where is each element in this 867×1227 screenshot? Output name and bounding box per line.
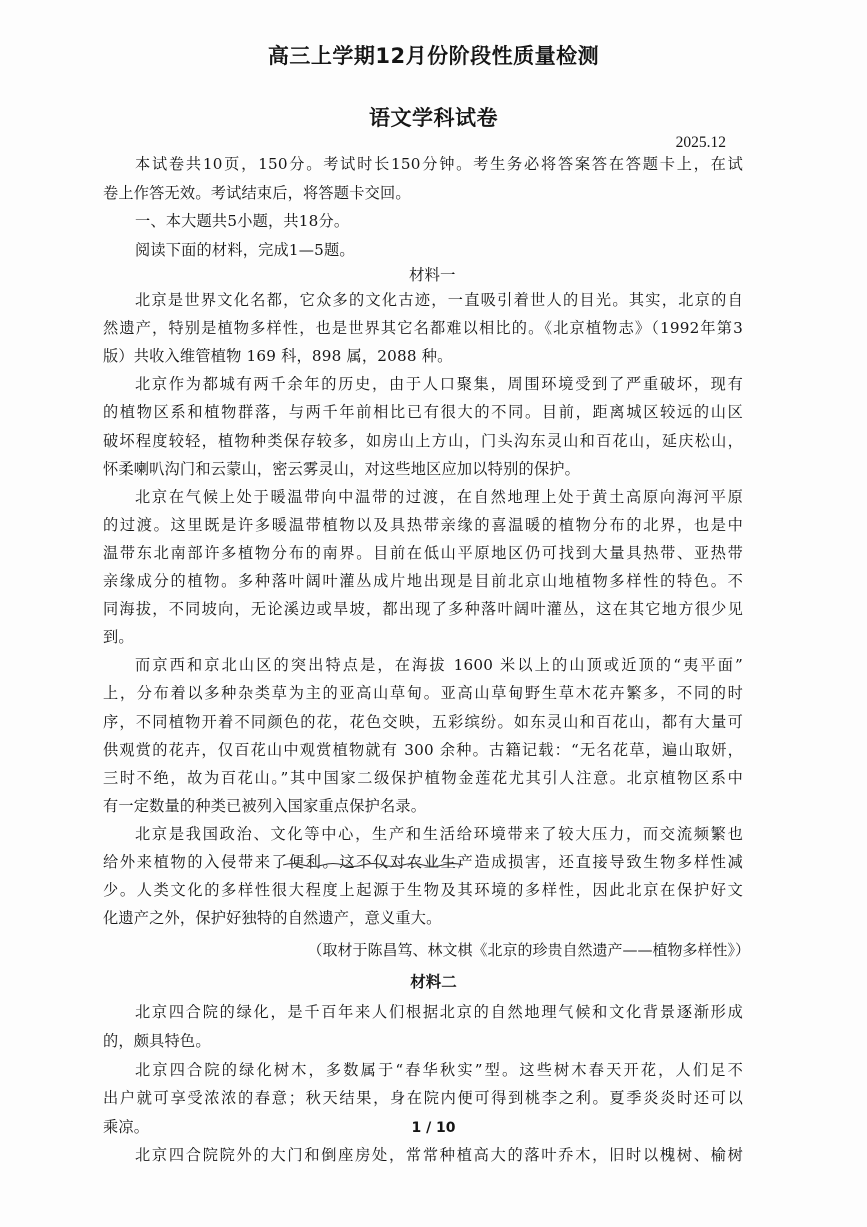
exam-title: 高三上学期12月份阶段性质量检测: [267, 44, 600, 68]
text-line: 的过渡。这里既是许多暖温带植物以及具热带亲缘的喜温暖的植物分布的北界，也是中: [103, 515, 743, 534]
text-line: 化遗产之外，保护好独特的自然遗产，意义重大。: [103, 909, 442, 928]
material-one-heading: 材料一: [409, 266, 456, 284]
text-line: 然遗产，特别是植物多样性，也是世界其它名都难以相比的。《北京植物志》（1992年第3: [103, 319, 743, 338]
material-two-heading: 材料二: [410, 972, 457, 992]
text-line: 一、本大题共5小题，共18分。: [135, 212, 350, 230]
text-line: 亲缘成分的植物。多种落叶阔叶灌丛成片地出现是目前北京山地植物多样性的特色。不: [103, 572, 743, 590]
handwritten-underline-mark: [283, 862, 463, 868]
text-line: 北京在气候上处于暖温带向中温带的过渡，在自然地理上处于黄土高原向海河平原: [135, 487, 743, 506]
text-line: 本试卷共10页，150分。考试时长150分钟。考生务必将答案答在答题卡上，在试: [135, 155, 743, 173]
text-line: 三时不绝，故为百花山。”其中国家二级保护植物金莲花尤其引人注意。北京植物区系中: [103, 768, 743, 787]
text-line: 序，不同植物开着不同颜色的花，花色交映，五彩缤纷。如东灵山和百花山，都有大量可: [103, 712, 743, 731]
text-line: 北京是我国政治、文化等中心，生产和生活给环境带来了较大压力，而交流频繁也: [135, 824, 743, 843]
text-line: 北京四合院院外的大门和倒座房处，常常种植高大的落叶乔木，旧时以槐树、榆树: [135, 1146, 743, 1165]
text-line: 乘凉。: [103, 1117, 150, 1136]
text-line: 上，分布着以多种杂类草为主的亚高山草甸。亚高山草甸野生草木花卉繁多，不同的时: [103, 684, 743, 703]
text-line: 同海拔，不同坡向，无论溪边或旱坡，都出现了多种落叶阔叶灌丛，这在其它地方很少见: [103, 600, 743, 619]
text-line: 版）共收入维管植物 169 科，898 属，2088 种。: [103, 347, 453, 366]
text-line: 到。: [103, 628, 134, 647]
material-one-source: （取材于陈昌笃、林文棋《北京的珍贵自然遗产——植物多样性》）: [307, 941, 750, 960]
text-line: 有一定数量的种类已被列入国家重点保护名录。: [103, 796, 427, 815]
text-line: 北京是世界文化名都，它众多的文化古迹，一直吸引着世人的目光。其实，北京的自: [135, 291, 743, 309]
text-line: 阅读下面的材料，完成1—5题。: [135, 240, 355, 259]
text-line: 破坏程度较轻，植物种类保存较多，如房山上方山，门头沟东灵山和百花山，延庆松山，: [103, 431, 743, 450]
text-line: 的，颇具特色。: [103, 1031, 211, 1050]
text-line: 出户就可享受浓浓的春意；秋天结果，身在院内便可得到桃李之利。夏季炎炎时还可以: [103, 1089, 743, 1108]
text-line: 北京四合院的绿化，是千百年来人们根据北京的自然地理气候和文化背景逐渐形成: [135, 1003, 743, 1022]
text-line: 少。人类文化的多样性很大程度上起源于生物及其环境的多样性，因此北京在保护好文: [103, 881, 743, 900]
text-line: 卷上作答无效。考试结束后，将答题卡交回。: [103, 183, 411, 202]
text-line: 北京四合院的绿化树木，多数属于“春华秋实”型。这些树木春天开花，人们足不: [135, 1060, 743, 1079]
text-line: 温带东北南部许多植物分布的南界。目前在低山平原地区仍可找到大量具热带、亚热带: [103, 543, 743, 562]
text-line: 的植物区系和植物群落，与两千年前相比已有很大的不同。目前，距离城区较远的山区: [103, 403, 743, 422]
page-number: 1 / 10: [411, 1120, 456, 1136]
text-line: 怀柔喇叭沟门和云蒙山，密云雾灵山，对这些地区应加以特别的保护。: [103, 459, 581, 478]
exam-subtitle: 语文学科试卷: [369, 106, 498, 130]
exam-date: 2025.12: [675, 134, 726, 151]
text-line: 北京作为都城有两千余年的历史，由于人口聚集，周围环境受到了严重破坏，现有: [135, 375, 743, 394]
text-line: 给外来植物的入侵带来了便利。这不仅对农业生产造成损害，还直接导致生物多样性减: [103, 853, 743, 871]
text-line: 供观赏的花卉，仅百花山中观赏植物就有 300 余种。古籍记载：“无名花草，遍山取妍，: [103, 740, 743, 759]
text-line: 而京西和京北山区的突出特点是，在海拔 1600 米以上的山顶或近顶的“夷平面”: [135, 656, 743, 675]
